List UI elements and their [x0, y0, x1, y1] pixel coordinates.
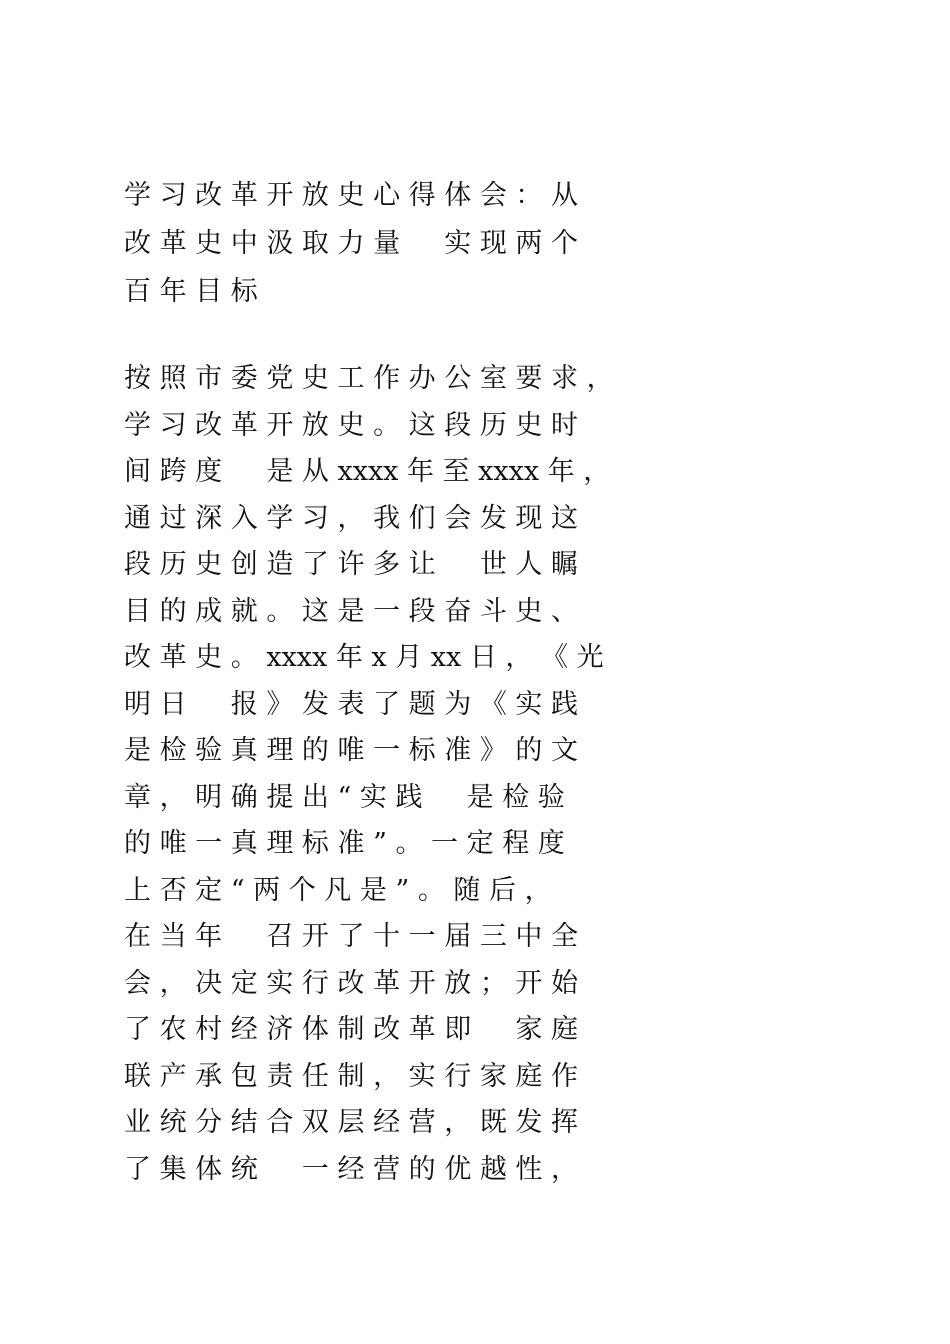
- document-body: [124, 356, 844, 1193]
- body-line-1: 按 照 市 委 党 史 工 作 办 公 室 要 求 ，: [124, 363, 614, 394]
- body-line-5: 段 历 史 创 造 了 许 多 让 世 人 瞩: [124, 549, 578, 580]
- body-line-12: 上 否 定 “ 两 个 凡 是 ” 。 随 后 ，: [124, 874, 552, 906]
- body-line-9: 是 检 验 真 理 的 唯 一 标 准 》 的 文: [124, 735, 578, 766]
- title-line-1: 学 习 改 革 开 放 史 心 得 体 会 ： 从: [124, 180, 578, 211]
- body-line-10: 章 ， 明 确 提 出 “ 实 践 是 检 验: [124, 781, 565, 813]
- body-line-4: 通 过 深 入 学 习 ， 我 们 会 发 现 这: [124, 502, 578, 534]
- title-line-2: 改 革 史 中 汲 取 力 量 实 现 两 个: [124, 228, 578, 259]
- body-line-3: 间 跨 度 是 从 xxxx 年 至 xxxx 年 ，: [124, 456, 611, 487]
- body-line-16: 联 产 承 包 责 任 制 ， 实 行 家 庭 作: [124, 1060, 578, 1092]
- body-line-2: 学 习 改 革 开 放 史 。 这 段 历 史 时: [124, 409, 578, 441]
- document-title: [124, 172, 824, 316]
- body-line-15: 了 农 村 经 济 体 制 改 革 即 家 庭: [124, 1014, 578, 1045]
- body-line-18: 了 集 体 统 一 经 营 的 优 越 性 ，: [124, 1153, 578, 1185]
- body-line-17: 业 统 分 结 合 双 层 经 营 ， 既 发 挥: [124, 1107, 578, 1138]
- body-line-13: 在 当 年 召 开 了 十 一 届 三 中 全: [124, 921, 578, 952]
- body-line-7: 改 革 史 。 xxxx 年 x 月 xx 日 ， 《 光: [124, 642, 604, 673]
- body-line-14: 会 ， 决 定 实 行 改 革 开 放 ； 开 始: [124, 967, 578, 999]
- body-line-6: 目 的 成 就 。 这 是 一 段 奋 斗 史 、: [124, 595, 578, 627]
- title-line-3: 百 年 目 标: [124, 276, 258, 307]
- body-line-11: 的 唯 一 真 理 标 准 ” 。 一 定 程 度: [124, 828, 565, 859]
- body-line-8: 明 日 报 》 发 表 了 题 为 《 实 践: [124, 688, 578, 720]
